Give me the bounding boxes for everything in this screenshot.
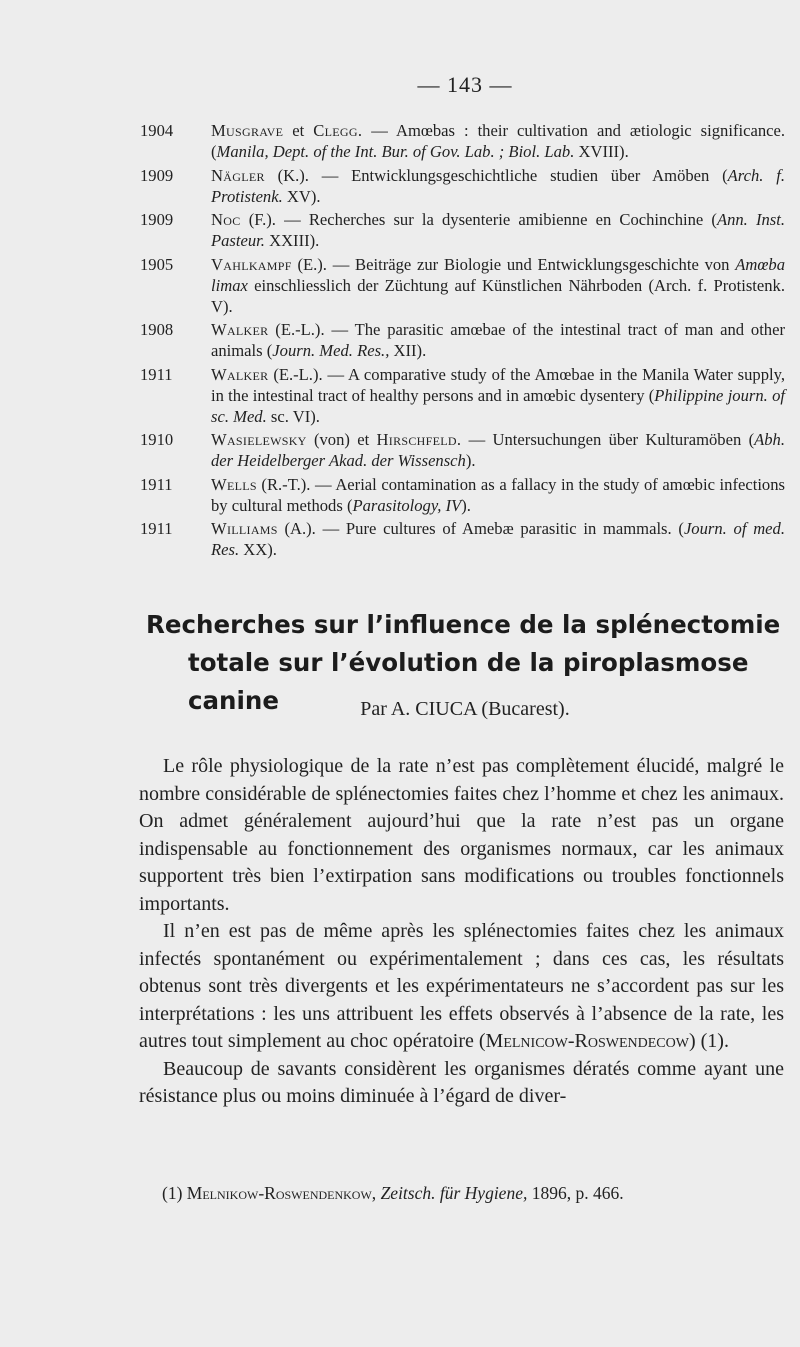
reference-source: Arch. f. Protistenk. <box>211 165 785 206</box>
reference-source: Ann. Inst. Pasteur. <box>211 210 785 250</box>
reference-author-detail: (R.-T.). <box>256 474 311 494</box>
reference-item <box>140 364 785 427</box>
reference-author-detail: et <box>283 121 314 140</box>
reference-tail: XII). <box>389 341 427 360</box>
reference-year: 1909 <box>140 210 174 229</box>
reference-tail: sc. VI). <box>266 406 320 426</box>
body-paragraph <box>139 918 784 1056</box>
reference-author-detail: (F.). <box>240 210 276 229</box>
reference-item <box>140 209 785 251</box>
reference-source: Philippine journ. of sc. Med. <box>211 385 785 426</box>
reference-item <box>140 254 785 317</box>
reference-year: 1910 <box>140 430 174 449</box>
reference-text: — A comparative study of the Amœbae in the Manila Water supply, in the intestinal tract of healthy persons and in amœbic dysentery ( <box>211 364 785 405</box>
reference-author: Wasielewsky <box>211 430 307 449</box>
reference-year: 1911 <box>140 364 173 384</box>
reference-author: Noc <box>211 210 241 229</box>
reference-text: — Amœbas : their cultivation and ætiologic significance. ( <box>211 121 785 161</box>
reference-tail: ). <box>461 495 471 515</box>
reference-tail: ). <box>465 451 476 470</box>
reference-text: — The parasitic amœbae of the intestinal tract of man and other animals ( <box>211 320 785 360</box>
reference-source: Journ. of med. Res. <box>211 519 785 559</box>
reference-text: — Untersuchungen über Kulturamöben ( <box>461 430 755 449</box>
reference-tail: XXIII). <box>264 231 320 250</box>
reference-item <box>140 429 785 471</box>
body-text: ) (1). <box>688 1030 729 1052</box>
reference-text: — Pure cultures of Amebæ parasitic in mammals. ( <box>315 519 684 538</box>
reference-year: 1909 <box>140 165 174 185</box>
reference-author: Musgrave <box>211 121 284 140</box>
page-number: — 143 — <box>417 72 513 97</box>
reference-item <box>140 474 785 516</box>
reference-author: Vahlkampf <box>211 254 292 274</box>
reference-tail: XV). <box>282 186 321 206</box>
body-paragraph: Le rôle physiologique de la rate n’est pas complètement élucidé, malgré le nombre considérable de splénectomies faites chez l’homme et chez les animaux. On admet généralement aujourd’hui que la rate n’est pas un organe indispensable au fonctionnement des organismes normaux, car les animaux supportent très bien l’extirpation sans modifications ou troubles fonctionnels importants. <box>139 755 784 915</box>
reference-year: 1911 <box>140 474 173 494</box>
reference-text: — Recherches sur la dysenterie amibienne en Cochinchine ( <box>275 210 717 229</box>
reference-item <box>140 319 785 361</box>
reference-source: Amœba limax <box>211 254 785 295</box>
reference-text: — Aerial contamination as a fallacy in the study of amœbic infections by cultural methods ( <box>211 474 785 515</box>
reference-tail: XVIII). <box>574 142 629 161</box>
reference-author-detail: (E.). <box>291 254 327 274</box>
reference-text: — Beiträge zur Biologie und Entwicklungsgeschichte von <box>326 254 736 274</box>
reference-source: Parasitology, IV <box>352 495 462 515</box>
article-body <box>139 753 784 1111</box>
reference-text: — Entwicklungsgeschichtliche studien über Amöben ( <box>308 165 728 185</box>
bibliography-list <box>140 120 785 563</box>
reference-author-2: Hirschfeld. <box>376 430 462 449</box>
footnote-number: (1) <box>162 1183 187 1203</box>
body-paragraph: Beaucoup de savants considèrent les organismes dératés comme ayant une résistance plus ou moins diminuée à l’égard de diver- <box>139 1057 784 1107</box>
reference-tail: einschliesslich der Züchtung auf Künstlichen Nährboden (Arch. f. Protistenk. V). <box>211 275 785 316</box>
footnote-tail: 1896, p. 466. <box>527 1183 624 1203</box>
article-title-line-1: Recherches sur l’influence de la splénectomie <box>146 610 781 639</box>
reference-source: Manila, Dept. of the Int. Bur. of Gov. Lab. ; Biol. Lab. <box>216 142 575 161</box>
reference-author: Walker <box>211 320 269 339</box>
article-byline: Par A. CIUCA (Bucarest). <box>360 698 570 720</box>
reference-author-detail: (von) et <box>306 430 377 449</box>
body-text: Il n’en est pas de même après les splénectomies faites chez les animaux infectés spontanément ou expérimentalement ; dans ces cas, les résultats obtenus sont très divergents et les expérimentateurs ne s’accordent pas sur les interprétations : les uns attribuent les effets observés à l’absence de la rate, les autres tout simplement au choc opératoire ( <box>139 920 784 1052</box>
reference-tail: XX). <box>239 540 277 559</box>
reference-author: Walker <box>211 364 269 384</box>
reference-author: Williams <box>211 519 278 538</box>
reference-author-2: Clegg. <box>313 121 363 140</box>
reference-item <box>140 120 785 162</box>
reference-author-detail: (E.-L.). <box>268 364 323 384</box>
reference-year: 1911 <box>140 519 173 538</box>
reference-year: 1904 <box>140 121 174 140</box>
footnote-author: Melnikow-Roswendenkow, <box>186 1183 377 1203</box>
reference-author-detail: (K.). <box>264 165 309 185</box>
footnote-source: Zeitsch. für Hygiene, <box>376 1183 528 1203</box>
reference-author-detail: (E.-L.). <box>268 320 325 339</box>
cited-author: Melnicow-Roswendecow <box>485 1030 689 1052</box>
footnote <box>162 1182 782 1204</box>
reference-item <box>140 165 785 207</box>
reference-item <box>140 518 785 560</box>
reference-year: 1908 <box>140 320 174 339</box>
reference-author: Wells <box>211 474 257 494</box>
article-title-line-2: totale sur l’évolution de la piroplasmose canine <box>188 648 749 715</box>
reference-author: Nägler <box>211 165 265 185</box>
reference-source: Journ. Med. Res., <box>272 341 390 360</box>
reference-author-detail: (A.). <box>277 519 316 538</box>
reference-year: 1905 <box>140 254 174 274</box>
reference-source: Abh. der Heidelberger Akad. der Wissensch <box>211 430 785 470</box>
